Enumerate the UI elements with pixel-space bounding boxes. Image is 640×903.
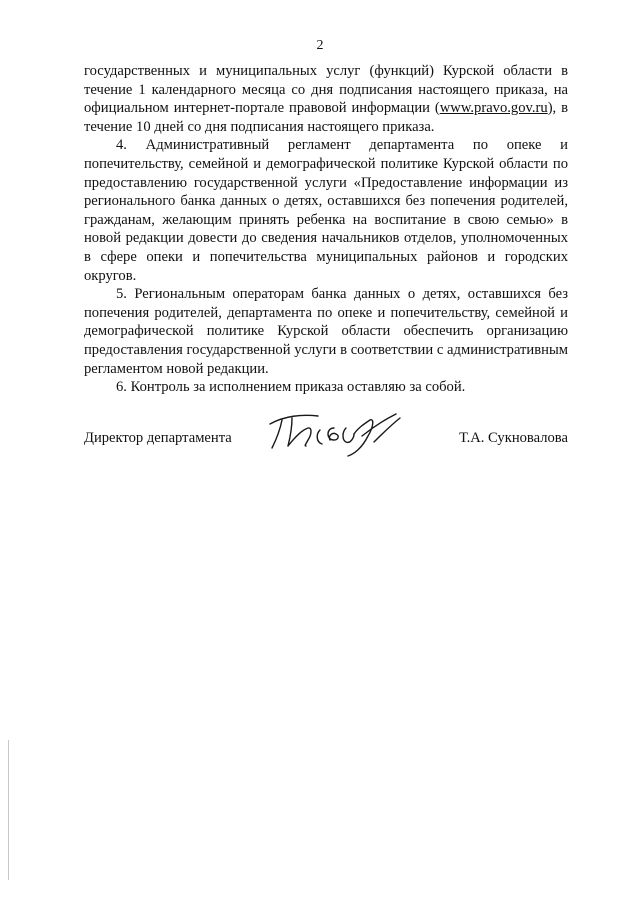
paragraph-6: 6. Контроль за исполнением приказа оставляю за собой. bbox=[116, 379, 466, 396]
paragraph-continuation-end: ), в течение 10 дней со дня подписания настоящего приказа. bbox=[84, 100, 568, 135]
signer-position: Директор департамента bbox=[84, 430, 232, 446]
paragraph-continuation-text: государственных и муниципальных услуг (функций) Курской области в течение 1 календарного месяца со дня подписания настоящего приказа, на официальном интернет-портале правовой информации ( bbox=[84, 63, 568, 117]
document-body bbox=[84, 62, 568, 397]
paragraph-4: 4. Административный регламент департамента по опеке и попечительству, семейной и демографической политике Курской области по предоставлению государственной услуги «Предоставление информации из регионального банка данных о детях, оставшихся без попечения родителей, гражданам, желающим принять ребенка на воспитание в свою семью» в новой редакции довести до сведения начальников отделов, уполномоченных в сфере опеки и попечительства муниципальных районов и городских округов. bbox=[84, 137, 568, 284]
handwritten-signature bbox=[262, 406, 412, 458]
signature-block bbox=[84, 406, 568, 466]
page-number: 2 bbox=[316, 38, 324, 53]
signer-name: Т.А. Сукновалова bbox=[459, 430, 568, 446]
paragraph-continuation bbox=[84, 62, 568, 136]
scan-edge-line bbox=[8, 740, 9, 880]
pravo-portal-link[interactable]: www.pravo.gov.ru bbox=[439, 100, 548, 117]
paragraph-5: 5. Региональным операторам банка данных о детях, оставшихся без попечения родителей, департамента по опеке и попечительству, семейной и демографической политике Курской области обеспечить организацию предоставления государственной услуги в соответствии с административным регламентом новой редакции. bbox=[84, 286, 568, 377]
